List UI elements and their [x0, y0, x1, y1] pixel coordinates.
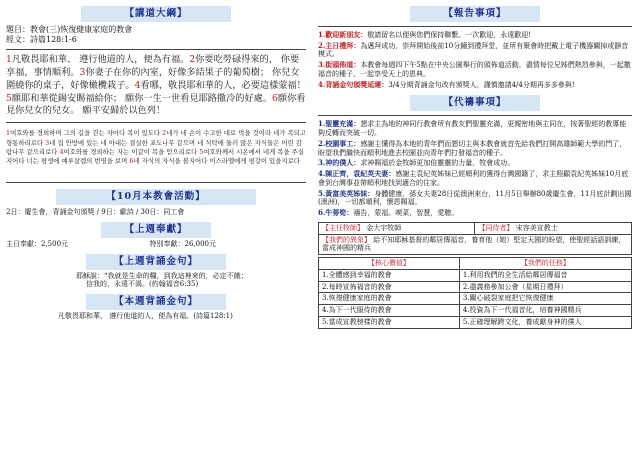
announcement-text: 敬請留名以便與您們保持聯繫。一次歡迎，永遠歡迎!	[367, 30, 532, 39]
list-item	[318, 61, 632, 79]
mission: 2.盡義務參加公會（星期日禮拜）	[459, 281, 631, 293]
values-missions-body	[319, 269, 632, 328]
core-value: 1.全體感到幸福的教會	[319, 269, 460, 281]
verse-number: 4	[134, 79, 141, 91]
mission: 5.正確理解跨文化，養成獻身神的僕人	[459, 316, 631, 328]
announcement-title: 3.街頭佈道：	[318, 60, 361, 70]
table-row	[319, 305, 632, 317]
korean-verse-text: 여호와를 경외하는 자는 이같이 복을 얻으리로다	[63, 147, 198, 156]
announcement-title: 1.歡迎新朋友：	[318, 29, 368, 39]
list-item	[318, 120, 632, 138]
korean-verse-number: 1	[6, 129, 11, 138]
prayer-header: 【代禱事項】	[410, 95, 540, 111]
left-column	[6, 6, 306, 321]
table-row	[319, 269, 632, 281]
october-activities-header: 【10月本教會活動】	[56, 189, 256, 205]
announcement-list	[318, 31, 632, 90]
offering-header: 【上週奉獻】	[101, 222, 211, 238]
divider	[6, 182, 306, 183]
prayer-text: 感謝主袁紀英姊妹已經順利的獲得台灣國籍了，求主照顧袁紀英姊妹10月底會到台灣事並帶順利地找到適合的住家。	[318, 170, 629, 187]
verse-number: 6	[272, 92, 278, 104]
prayer-text: 懇求主為地的神同行教會所有教友們聖靈充滿，更親密地與主同在，按著聖經的教導能夠反轉而突破一切。	[318, 120, 627, 137]
prayer-title: 4.陳正齊，袁紀英夫妻：	[318, 169, 396, 178]
values-missions-table	[318, 257, 632, 329]
sermon-verses	[6, 54, 306, 118]
korean-verse-text: 네가 네 손이 수고한 대로 먹을 것이라 네가 복되고 형통하리로다	[6, 129, 306, 147]
prayer-title: 5.黃富美英姊妹：	[318, 188, 375, 198]
pastor-name: 金大宇牧師	[366, 223, 402, 232]
this-week-verse-header: 【本週背誦金句】	[86, 294, 226, 310]
list-item	[318, 209, 632, 218]
korean-verses	[6, 129, 306, 166]
offering-special: 特別奉獻：26,000元	[149, 239, 216, 248]
verse-text: 凡敬畏耶和華、 遵行他道的人，便為有福。	[11, 53, 190, 65]
mission: 3.關心破裂家庭把它恢復健康	[459, 293, 631, 305]
verse-number: 5	[6, 92, 12, 104]
korean-verse-text: 여호와를 경외하며 그의 길을 걷는 자마다 복이 있도다	[10, 129, 161, 138]
verse-number: 1	[6, 53, 12, 65]
list-item	[318, 159, 632, 168]
last-week-verse-line2: 信我的，永遠不渴。(約翰福音6:35)	[86, 280, 199, 289]
missions-label: 【我們的任務】	[520, 259, 570, 267]
list-item	[318, 42, 632, 60]
right-column	[318, 6, 632, 329]
prayer-text: 禱告，蒙福。喫菜，智慧，愛聰。	[353, 209, 459, 217]
offering-main: 主日奉獻：2,500元	[6, 239, 69, 248]
core-values-header-cell	[319, 258, 460, 270]
prayer-title: 3.神的僕人：	[318, 158, 361, 168]
sermon-topic: 題目：教會(三)恢復健康家庭的教會	[6, 24, 133, 34]
vision-text: 給不知耶穌基督的鄰居傳福音，養育他（她）堅定天國的盼望，使聖經話語訓練，當成神國的精兵	[322, 235, 626, 253]
divider	[6, 122, 306, 123]
table-row	[319, 281, 632, 293]
korean-verse-number: 6	[129, 157, 134, 166]
core-values-label: 【核心價值】	[367, 259, 410, 267]
announcement-title: 4.背誦金句頒獎延遲：	[318, 79, 389, 89]
church-info-table	[318, 222, 632, 255]
vision-cell	[319, 234, 632, 255]
verse-text: 願耶和華從錫安賜福給你； 願你一生一世看見耶路撒冷的好處。	[11, 92, 273, 104]
table-row	[319, 293, 632, 305]
korean-verse-text: 네 자식의 자식을 볼지어다 이스라엘에게 평강이 있을지로다	[133, 157, 300, 166]
announcement-text: 本教會每週四下午5點在中央公園舉行的頭佈道活動，盡情每位兄姊們熱烈參與，一起撒福音的種子，一起享受天上的恩典。	[318, 61, 631, 78]
prayer-list	[318, 120, 632, 218]
outline-header: 【講道大綱】	[81, 6, 231, 22]
divider	[6, 49, 306, 50]
core-value: 5.當成宣教榜樣的教會	[319, 316, 460, 328]
core-value: 4.為下一代服侍的教會	[319, 305, 460, 317]
october-activities-text: 2日：慶生會，背誦金句頒獎 / 9日：獻詩 / 30日：同工會	[6, 208, 185, 217]
list-item	[318, 81, 632, 90]
list-item	[318, 140, 632, 158]
mission: 4.投資為下一代福音化，培養神國精兵	[459, 305, 631, 317]
announcement-text: 為邁拜成功，崇拜開始後前10分鐘到禮拜堂，並所有聚會時把戴上電子機器關掉或靜音模式。	[318, 41, 629, 59]
prayer-title: 1.聖靈充滿：	[318, 119, 361, 129]
prayer-text: 身體健康，孫女夫妻28日從澳洲來台，11月5日舉辦80歲慶生會，11月底計劃出國(澳洲)，一切都順利，懷恩賜福。	[318, 189, 632, 207]
verse-number: 3	[79, 66, 86, 78]
announcement-title: 2.主日禮拜：	[318, 40, 361, 50]
report-header: 【報告事項】	[410, 6, 540, 22]
missions-header-cell	[459, 258, 631, 270]
korean-verse-text: 여호와께서 시온에서 네게 복을 주실지어다 너는 평생에 예루살렘의 번영을 보며	[6, 147, 305, 166]
divider	[318, 26, 632, 27]
core-value: 2.每時宣佈福音的教會	[319, 281, 460, 293]
sermon-scripture: 經文：詩篇128:1-6	[6, 34, 77, 44]
pastor-label: 【主任牧師】	[322, 223, 364, 232]
korean-verse-number: 4	[59, 147, 64, 156]
prayer-title: 6.牛蒡筍：	[318, 208, 354, 217]
last-week-verse-header: 【上週背誦金句】	[86, 254, 226, 270]
divider	[318, 115, 632, 116]
verse-text: 願你看見你兒女的兒女。 願平安歸於以色列！	[6, 92, 306, 117]
pastor-cell	[319, 222, 475, 234]
verse-text: 你要吃勞碌得來的， 你要享福，事情順利。	[6, 53, 300, 78]
korean-verse-number: 5	[199, 147, 204, 156]
coworker-cell	[475, 222, 632, 234]
this-week-verse-text: 凡敬畏耶和華、 遵行他道的人，便為有福。(詩篇128:1)	[58, 311, 233, 320]
prayer-text: 求神賜福於金牧師更加倍靈靈的力量，牧會成功。	[360, 159, 515, 168]
verse-number: 2	[189, 53, 196, 65]
offering-row	[6, 240, 216, 249]
last-week-verse-line1: 耶穌說：“我就是生命的糧，到我這裡來的，必定不餓；	[76, 271, 248, 280]
prayer-text: 感謝主懂得為本地的青年們而懇切主與本教會就首先給我們打開高雄師範大學的門了，盼望我們繼快而順利地進去校園並向青年們打發福音的種子。	[318, 139, 627, 157]
vision-label: 【我們的異象】	[322, 235, 371, 244]
mission: 1.利用我們的全生活給鄰居傳福音	[459, 269, 631, 281]
list-item	[318, 170, 632, 188]
coworker-label: 【同侍者】	[478, 223, 514, 232]
table-row	[319, 316, 632, 328]
list-item	[318, 31, 632, 40]
prayer-title: 2.校園事工：	[318, 138, 361, 148]
announcement-text: 3/4分期背誦金句改有頒獎人，謹慎邀請4/4分期再多多參與!	[388, 80, 575, 89]
list-item	[318, 190, 632, 208]
coworker-name: 宋容美宣教士	[515, 223, 558, 232]
verse-text: 看哪，敬畏耶和華的人，必要這樣蒙福！	[140, 79, 306, 91]
korean-verse-number: 3	[45, 138, 50, 147]
korean-verse-number: 2	[162, 129, 167, 138]
verse-text: 你妻子在你的內室，好像多結果子的葡萄樹； 你兒女圍繞你的桌子，好像橄欖栽子。	[6, 66, 300, 91]
korean-verse-text: 네 집 안방에 있는 네 아내는 결실한 포도나무 같으며 네 식탁에 둘러 앉은 자식들은 어린 감람나무 같으리로다	[6, 138, 302, 156]
core-value: 3.恢復健康家庭的教會	[319, 293, 460, 305]
